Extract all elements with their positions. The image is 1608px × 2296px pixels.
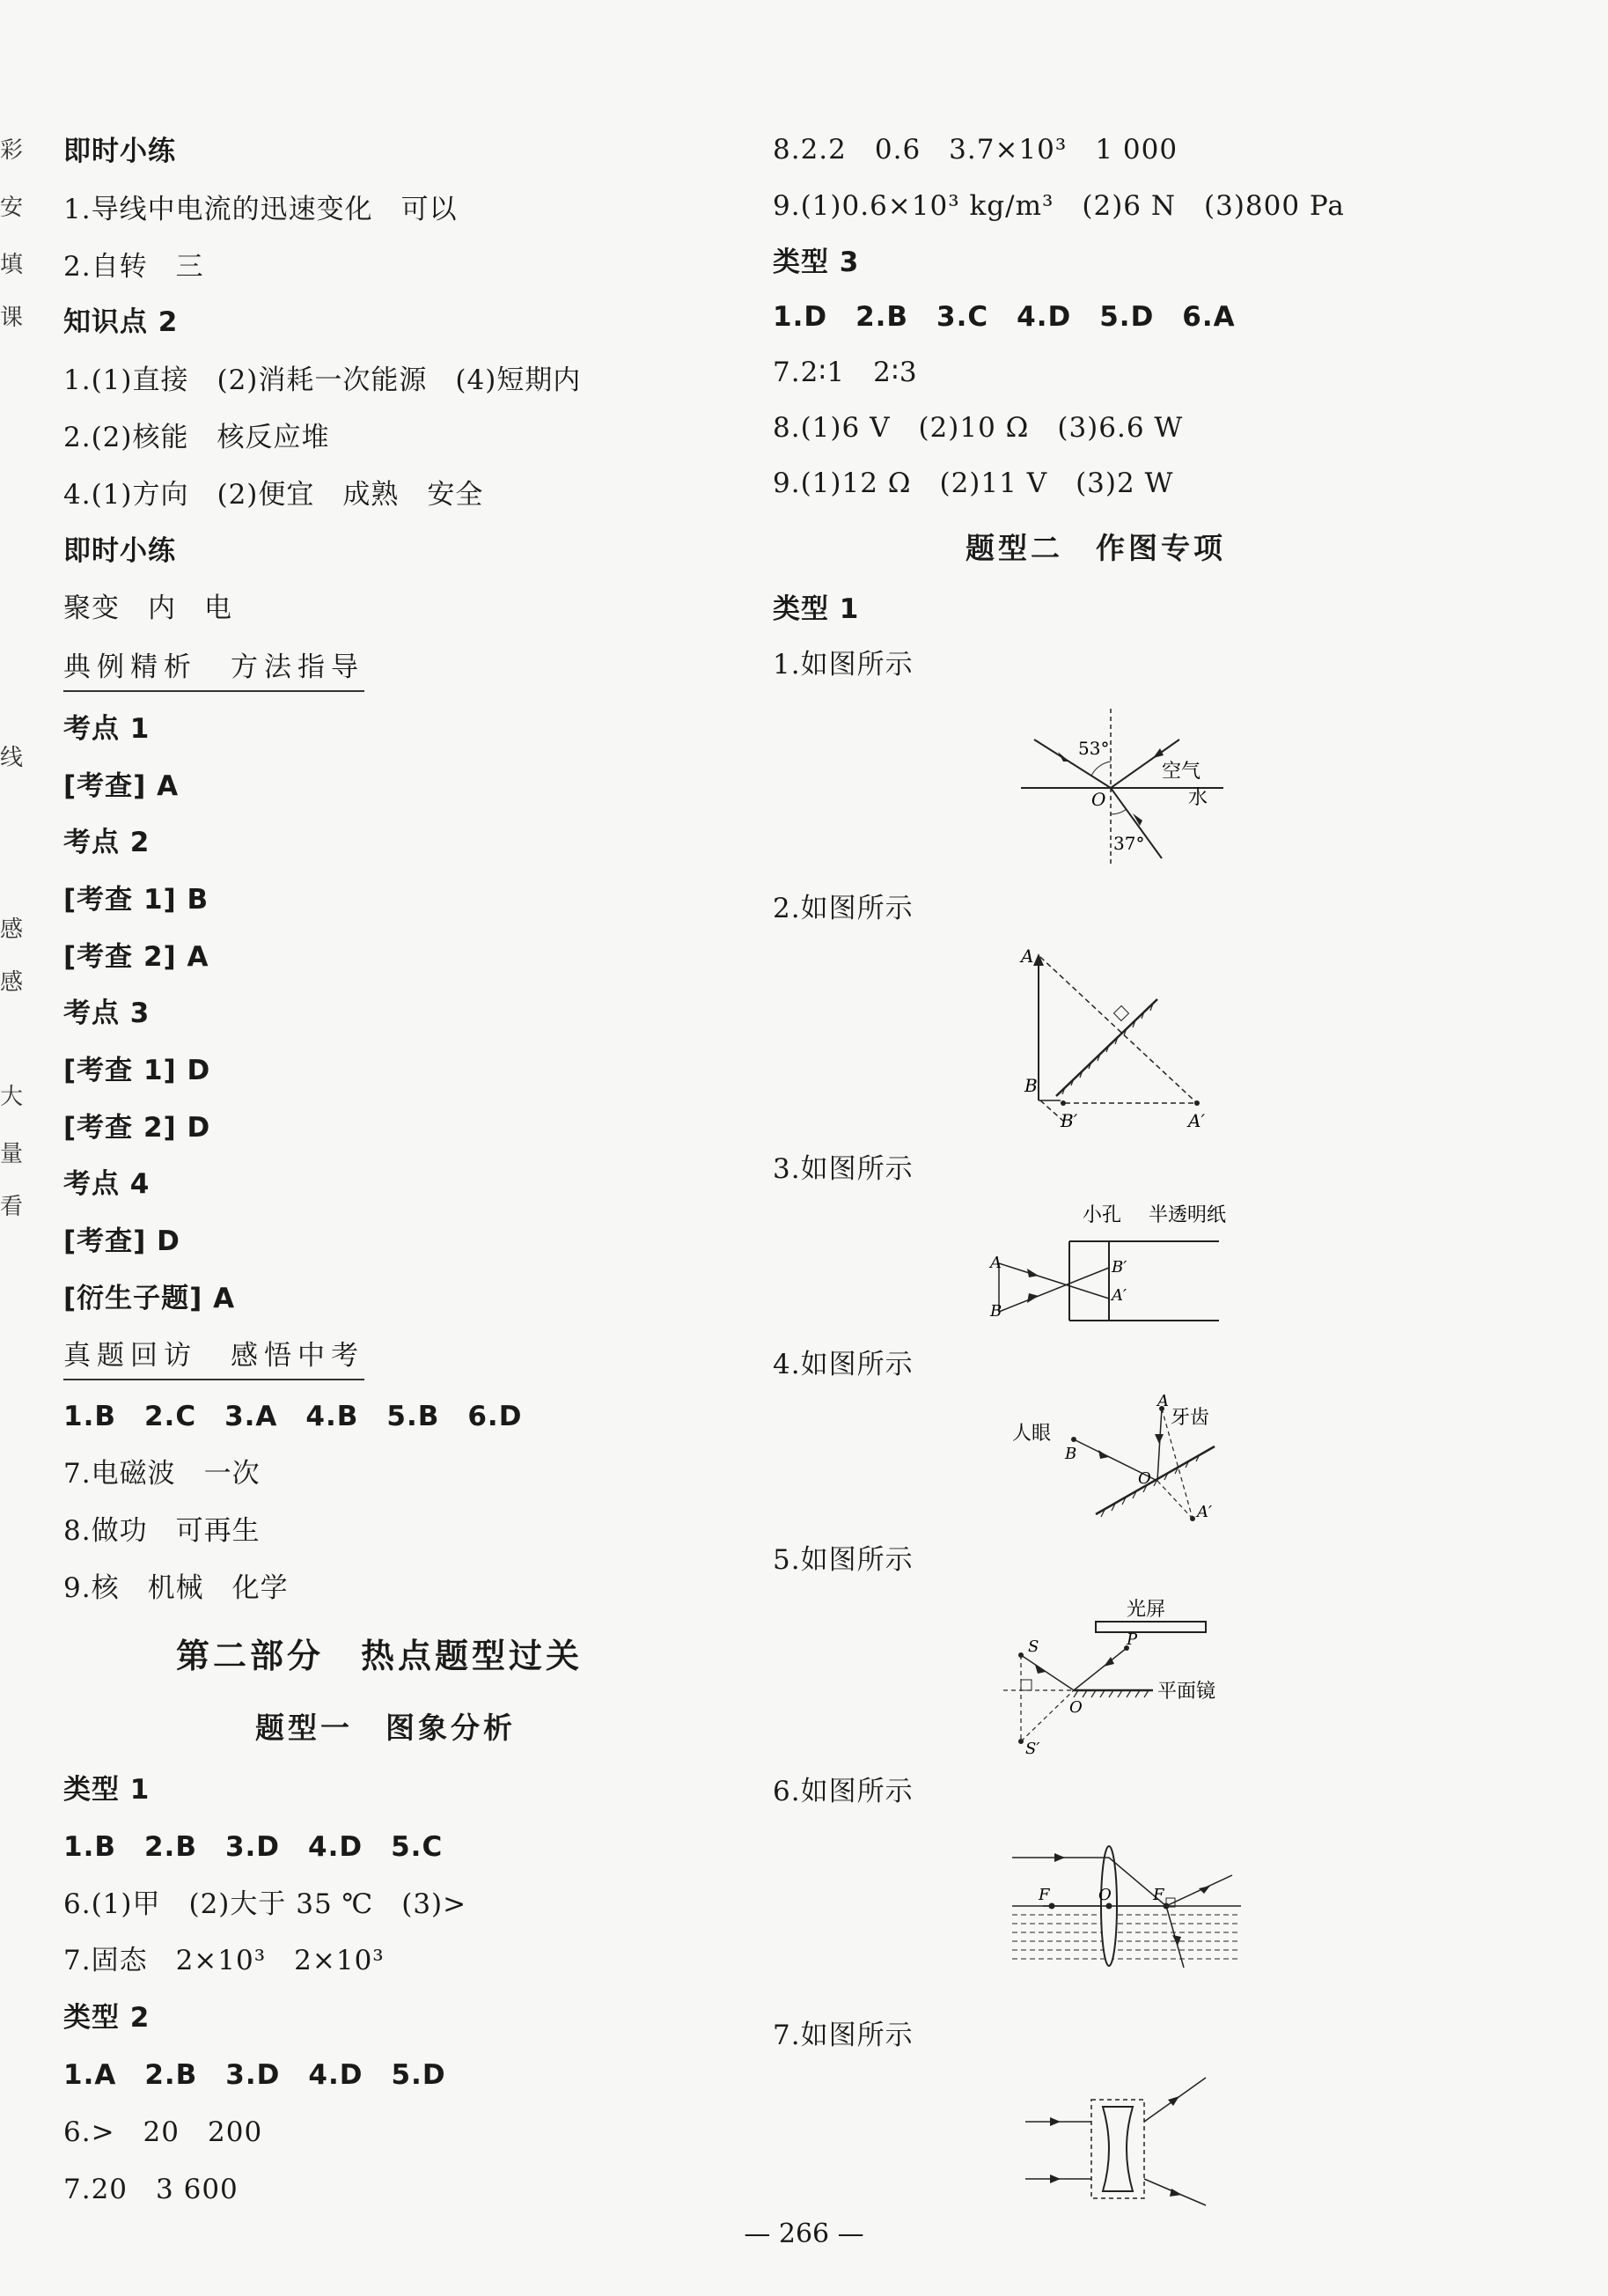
point-label: S′ <box>1025 1740 1040 1758</box>
section-heading: 类型 3 <box>773 247 860 278</box>
answer-line: [衍生子题] A <box>63 1283 236 1314</box>
answer-line: 9.(1)12 Ω (2)11 V (3)2 W <box>773 467 1174 499</box>
figure-label: 光屏 <box>1127 1599 1166 1621</box>
part-title: 第二部分 热点题型过关 <box>176 1637 584 1675</box>
answer-line: [考查] A <box>63 770 180 802</box>
edge-char: 填 <box>0 252 24 278</box>
answer-line: 8.(1)6 V (2)10 Ω (3)6.6 W <box>773 412 1184 444</box>
answer-line: 4.如图所示 <box>773 1349 914 1380</box>
answer-line: 7.2∶1 2∶3 <box>773 357 918 388</box>
edge-char: 大 <box>0 1084 24 1110</box>
point-label: O <box>1138 1469 1151 1488</box>
point-label: A′ <box>1197 1503 1213 1521</box>
edge-char: 安 <box>0 195 24 221</box>
answer-line: 6.(1)甲 (2)大于 35 ℃ (3)> <box>63 1888 467 1920</box>
answer-line: 2.自转 三 <box>63 251 204 283</box>
answer-line: 7.20 3 600 <box>63 2174 239 2205</box>
figure-label: 半透明纸 <box>1149 1204 1227 1226</box>
point-label: A′ <box>1188 1110 1205 1131</box>
answer-line: 1.B 2.B 3.D 4.D 5.C <box>63 1831 444 1863</box>
section-heading: 即时小练 <box>63 136 176 167</box>
edge-char: 课 <box>0 305 24 331</box>
answer-line: 7.固态 2×10³ 2×10³ <box>63 1945 385 1976</box>
point-label: O <box>1069 1698 1083 1717</box>
edge-char: 感 <box>0 916 24 943</box>
answer-line: 6.如图所示 <box>773 1776 914 1807</box>
answer-line: 7.如图所示 <box>773 2020 914 2051</box>
type-title: 题型二 作图专项 <box>966 531 1226 565</box>
answer-line: [考查 1] D <box>63 1055 211 1086</box>
point-label: B′ <box>1112 1258 1127 1277</box>
answer-line: 9.核 机械 化学 <box>63 1572 289 1604</box>
answer-line: 7.电磁波 一次 <box>63 1458 261 1490</box>
dental-mirror-figure <box>1012 1392 1241 1527</box>
page-number: — 266 — <box>744 2219 864 2249</box>
edge-char: 线 <box>0 745 24 771</box>
point-label: A′ <box>1112 1286 1127 1305</box>
section-heading: 考点 4 <box>63 1168 151 1200</box>
edge-char: 量 <box>0 1141 24 1167</box>
type-title: 题型一 图象分析 <box>255 1711 516 1745</box>
answer-line: 3.如图所示 <box>773 1153 914 1185</box>
point-label: P <box>1127 1630 1138 1649</box>
point-label: S <box>1028 1637 1039 1656</box>
edge-char: 彩 <box>0 137 24 164</box>
answer-line: [考查 2] D <box>63 1112 211 1144</box>
concave-lens-figure <box>1025 2073 1228 2205</box>
point-label: F <box>1039 1886 1050 1904</box>
answer-line: 8.做功 可再生 <box>63 1515 261 1547</box>
answer-line: 1.B 2.C 3.A 4.B 5.B 6.D <box>63 1401 523 1432</box>
answer-line: 5.如图所示 <box>773 1544 914 1576</box>
section-heading: 考点 2 <box>63 827 151 858</box>
answer-line: 2.如图所示 <box>773 893 914 924</box>
answer-line: 8.2.2 0.6 3.7×10³ 1 000 <box>773 134 1178 166</box>
answer-line: 6.> 20 200 <box>63 2116 263 2148</box>
answer-line: 9.(1)0.6×10³ kg/m³ (2)6 N (3)800 Pa <box>773 190 1345 222</box>
answer-line: 1.A 2.B 3.D 4.D 5.D <box>63 2059 446 2091</box>
answer-line: 4.(1)方向 (2)便宜 成熟 安全 <box>63 479 484 511</box>
answer-line: 1.如图所示 <box>773 649 914 681</box>
answer-line: [考查 2] A <box>63 941 209 973</box>
edge-char: 看 <box>0 1194 24 1220</box>
figure-label: 人眼 <box>1012 1423 1052 1445</box>
mirror-image-figure <box>1021 946 1232 1131</box>
medium-label: 空气 <box>1162 761 1201 783</box>
section-heading: 类型 1 <box>773 593 860 625</box>
answer-line: [考查 1] B <box>63 884 209 916</box>
figure-label: 平面镜 <box>1157 1681 1216 1703</box>
point-label: B <box>990 1302 1002 1321</box>
point-label: B <box>1024 1075 1038 1096</box>
point-label: B′ <box>1061 1110 1078 1131</box>
point-label: F <box>1153 1886 1164 1904</box>
angle-label: 53° <box>1078 738 1110 759</box>
point-label: O <box>1091 789 1106 810</box>
section-heading: 考点 3 <box>63 997 151 1029</box>
box-heading: 典例精析 方法指导 <box>63 650 364 687</box>
box-heading: 真题回访 感悟中考 <box>63 1338 364 1375</box>
figure-label: 小孔 <box>1083 1204 1122 1226</box>
section-heading: 知识点 2 <box>63 306 179 338</box>
point-label: A <box>1157 1392 1169 1410</box>
angle-label: 37° <box>1113 833 1145 854</box>
answer-line: 2.(2)核能 核反应堆 <box>63 422 330 453</box>
section-heading: 类型 2 <box>63 2002 151 2034</box>
answer-line: 1.D 2.B 3.C 4.D 5.D 6.A <box>773 301 1236 333</box>
section-heading: 类型 1 <box>63 1774 151 1806</box>
pinhole-figure <box>990 1202 1254 1334</box>
answer-line: 聚变 内 电 <box>63 592 232 624</box>
light-screen-figure <box>1003 1593 1250 1756</box>
figure-label: 牙齿 <box>1171 1407 1210 1429</box>
answer-line: 1.导线中电流的迅速变化 可以 <box>63 194 458 225</box>
answer-line: [考查] D <box>63 1225 180 1257</box>
convex-lens-figure <box>1012 1840 1241 1981</box>
edge-char: 感 <box>0 969 24 996</box>
point-label: B <box>1065 1445 1077 1463</box>
section-heading: 即时小练 <box>63 535 176 567</box>
medium-label: 水 <box>1188 787 1208 809</box>
refraction-figure <box>1021 709 1223 867</box>
section-heading: 考点 1 <box>63 713 151 745</box>
answer-line: 1.(1)直接 (2)消耗一次能源 (4)短期内 <box>63 364 582 396</box>
point-label: A <box>1021 946 1034 967</box>
point-label: A <box>990 1254 1002 1272</box>
point-label: O <box>1098 1886 1112 1904</box>
